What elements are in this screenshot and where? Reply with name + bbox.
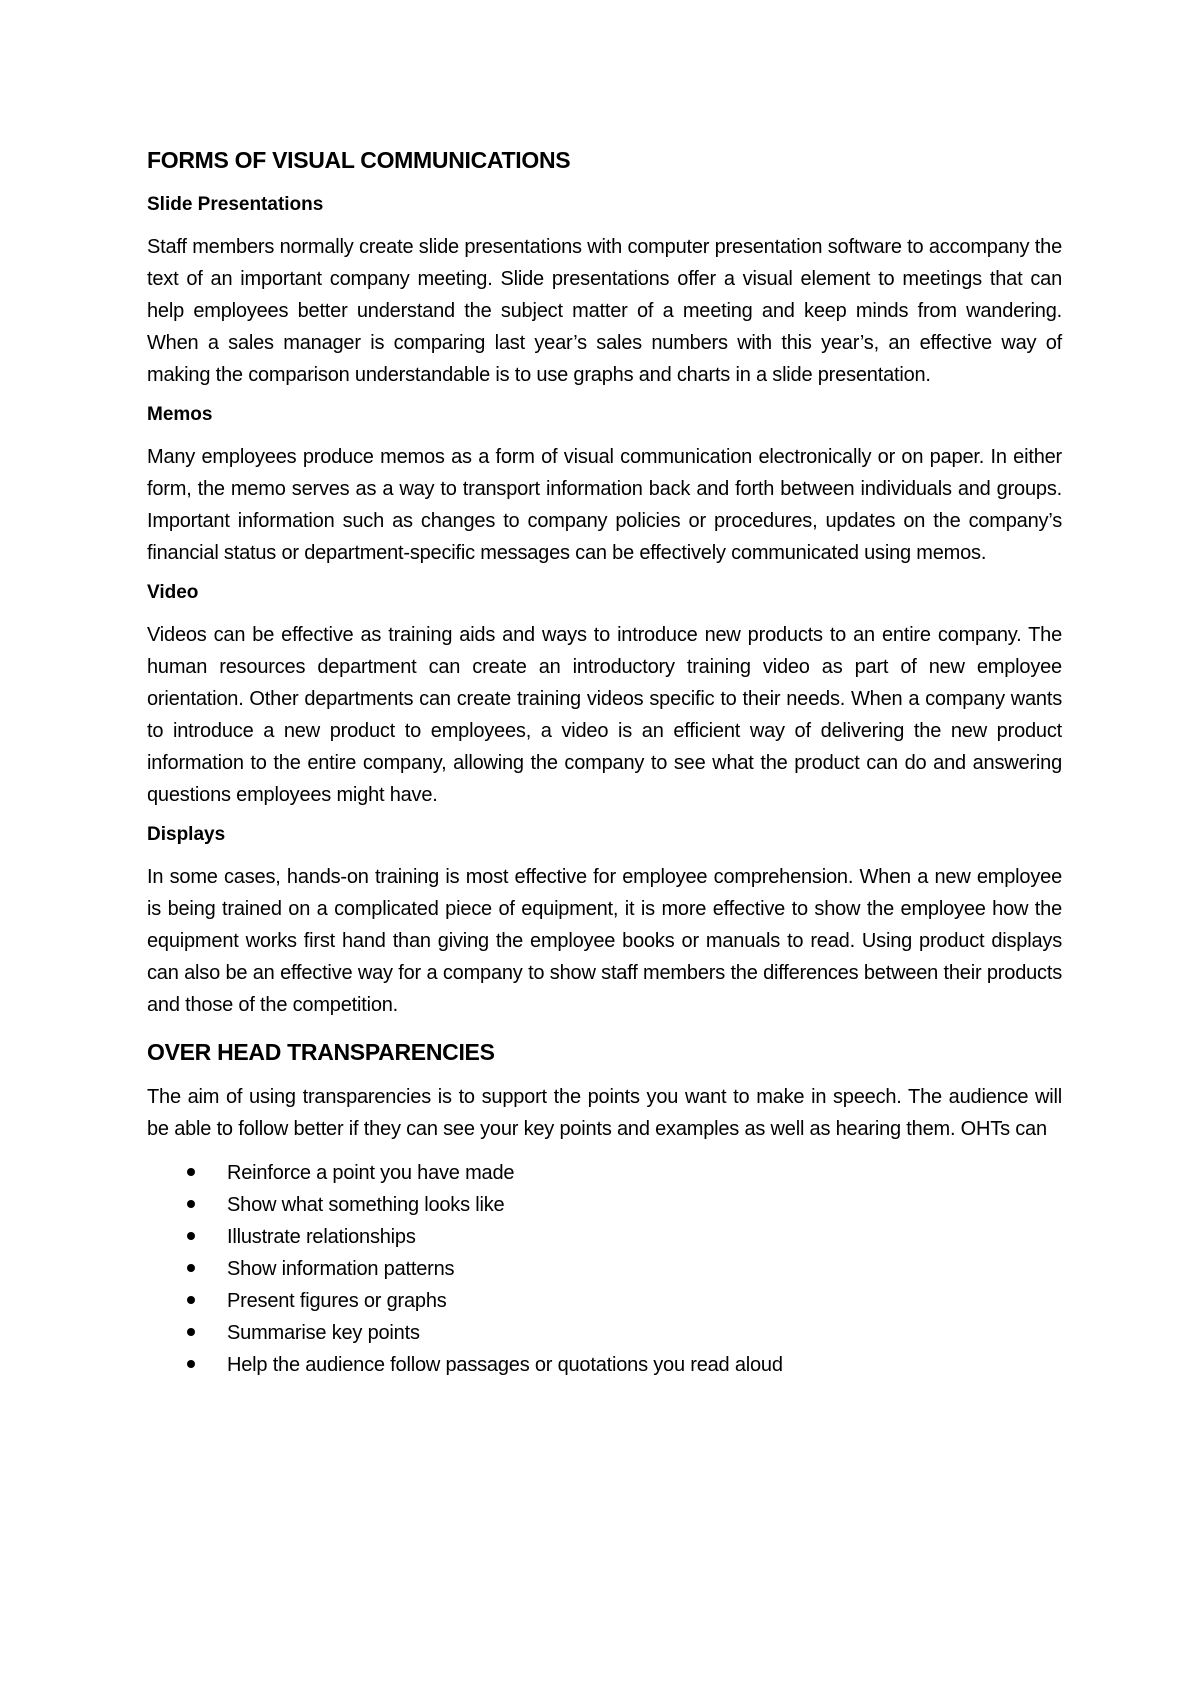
list-item-text: Reinforce a point you have made [227,1162,515,1184]
list-item [147,1253,1062,1285]
list-item [147,1221,1062,1253]
section-heading: Memos [147,404,213,425]
bullet-icon [187,1328,195,1336]
ohp-title: OVER HEAD TRANSPARENCIES [147,1039,495,1065]
bullet-icon [187,1200,195,1208]
list-item [147,1317,1062,1349]
section-body: In some cases, hands-on training is most effective for employee comprehension. When a new employee is being trained on a complicated piece of equipment, it is more effective to show the employee how the equipment works first hand than giving the employee books or manuals to read. Using product displays can also be an effective way for a company to show staff members the differences between their products and those of the competition. [147,866,1062,1016]
list-item [147,1349,1062,1381]
list-item [147,1189,1062,1221]
list-item [147,1157,1062,1189]
list-item-text: Illustrate relationships [227,1226,416,1248]
section-slide-presentations [147,193,1062,391]
section-memos [147,403,1062,569]
bullet-icon [187,1264,195,1272]
list-item-text: Summarise key points [227,1322,420,1344]
document-title: FORMS OF VISUAL COMMUNICATIONS [147,147,571,173]
section-body: Many employees produce memos as a form of visual communication electronically or on paper. In either form, the memo serves as a way to transport information back and forth between individuals and groups. Important information such as changes to company policies or procedures, updates on the company’s financial status or department-specific messages can be effectively communicated using memos. [147,446,1062,564]
list-item-text: Help the audience follow passages or quotations you read aloud [227,1354,783,1376]
section-body: Videos can be effective as training aids and ways to introduce new products to an entire company. The human resources department can create an introductory training video as part of new employee orientation. Other departments can create training videos specific to their needs. When a company wants to introduce a new product to employees, a video is an efficient way of delivering the new product information to the entire company, allowing the company to see what the product can do and answering questions employees might have. [147,624,1062,806]
list-item-text: Show information patterns [227,1258,455,1280]
ohp-bullet-list [147,1157,1062,1381]
bullet-icon [187,1168,195,1176]
bullet-icon [187,1360,195,1368]
list-item-text: Present figures or graphs [227,1290,447,1312]
list-item-text: Show what something looks like [227,1194,505,1216]
section-video [147,581,1062,811]
ohp-body: The aim of using transparencies is to support the points you want to make in speech. The audience will be able to follow better if they can see your key points and examples as well as hearing them. OHTs can [147,1086,1062,1140]
section-heading: Video [147,582,199,603]
document-page [147,145,1062,1381]
section-displays [147,823,1062,1021]
bullet-icon [187,1232,195,1240]
section-body: Staff members normally create slide presentations with computer presentation software to accompany the text of an important company meeting. Slide presentations offer a visual element to meetings that can help employees better understand the subject matter of a meeting and keep minds from wandering. When a sales manager is comparing last year’s sales numbers with this year’s, an effective way of making the comparison understandable is to use graphs and charts in a slide presentation. [147,236,1062,386]
section-heading: Displays [147,824,226,845]
section-heading: Slide Presentations [147,194,324,215]
bullet-icon [187,1296,195,1304]
list-item [147,1285,1062,1317]
